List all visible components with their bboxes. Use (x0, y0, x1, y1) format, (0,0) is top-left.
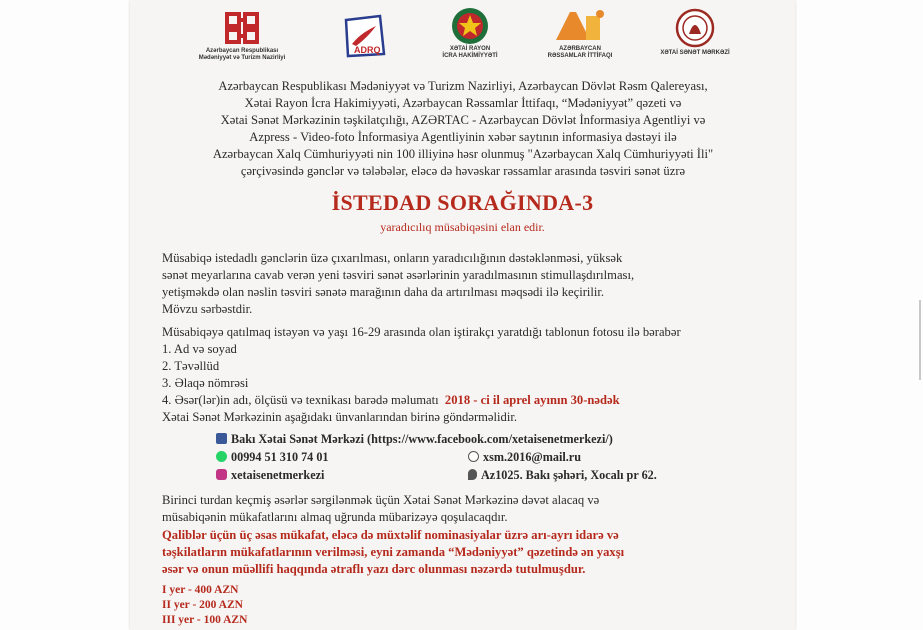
requirement-item: 1. Ad və soyad (162, 342, 237, 356)
facebook-text: Bakı Xətai Sənət Mərkəzi (https://www.facebook.com/xetaisenetmerkezi/) (231, 432, 613, 446)
first-round-line: Birinci turdan keçmiş əsərlər sərgilənmək üçün Xətai Sənət Mərkəzinə dəvət alacaq və (162, 493, 600, 507)
requirement-item-4-text: 4. Əsər(lər)in adı, ölçüsü və texnikası barədə məlumatı (162, 393, 439, 407)
contest-subtitle: yaradıcılıq müsabiqəsini elan edir. (380, 220, 545, 234)
requirements-final: Xətai Sənət Mərkəzinin aşağıdakı ünvanlarından birinə göndərməlidir. (162, 410, 517, 424)
address-text: Az1025. Bakı şəhəri, Xocalı pr 62. (481, 468, 657, 482)
deadline: 2018 - ci il aprel ayının 30-nədək (444, 393, 620, 407)
contest-title: İSTEDAD SORAĞINDA-3 (331, 190, 594, 215)
whatsapp-contact[interactable] (216, 450, 329, 465)
awards-line: Qaliblər üçün üç əsas mükafat, eləcə də müxtəlif nominasiyalar üzrə arı-ayrı idarə və (162, 528, 619, 542)
facebook-contact[interactable] (216, 432, 613, 447)
instagram-icon (216, 469, 227, 480)
intro-line: Azpress - Video-foto İnformasiya Agentliyinin xəbər saytının informasiya dəstəyi ilə (249, 130, 677, 144)
requirements-lead: Müsabiqəyə qatılmaq istəyən və yaşı 16-29 arasında olan iştirakçı yaratdığı tablonun fotosu ilə bərabər (162, 325, 681, 339)
purpose-paragraph (162, 250, 762, 318)
prize-item: II yer - 200 AZN (162, 599, 243, 611)
ministry-caption-2: Mədəniyyət və Turizm Nazirliyi (198, 55, 286, 61)
ressamlar-caption-2: RƏSSAMLAR İTTİFAQI (547, 53, 613, 59)
ressamlar-caption-1: AZƏRBAYCAN (559, 46, 601, 52)
left-margin (0, 0, 130, 630)
email-contact[interactable] (468, 450, 581, 465)
right-margin (795, 0, 923, 630)
xetai-senet-logo (655, 6, 735, 57)
purpose-line: Müsabiqə istedadlı gənclərin üzə çıxarılması, onların yaradıcılığının dəstəklənməsi, yüksək (162, 251, 623, 265)
intro-line: çərçivəsində gənclər və tələbələr, eləcə də həvəskar rəssamlar arasında təsviri sənət üzrə (240, 164, 686, 178)
instagram-text: xetaisenetmerkezi (231, 468, 325, 482)
xetai-rayon-caption-1: XƏTAİ RAYON (449, 46, 491, 52)
whatsapp-icon (216, 451, 227, 462)
state-emblem-icon (450, 6, 490, 46)
intro-line: Xətai Sənət Mərkəzinin təşkilatçılığı, AZƏRTAC - Azərbaycan Dövlət İnformasiya Agentliyi və (220, 113, 706, 127)
location-pin-icon (468, 469, 477, 480)
requirement-item-4 (162, 392, 762, 409)
purpose-line: sənət meyarlarına cavab verən yeni təsviri sənət əsərlərinin yaradılmasının stimullaşdırılması, (162, 268, 635, 282)
intro-line: Azərbaycan Xalq Cümhuriyyəti nin 100 illiyinə həsr olunmuş "Azərbaycan Xalq Cümhuriyyəti İli" (212, 147, 714, 161)
xetai-rayon-caption-2: İCRA HAKİMİYYƏTİ (442, 53, 498, 59)
xetai-senet-caption: XƏTAİ SƏNƏT MƏRKƏZİ (660, 50, 730, 56)
intro-line: Azərbaycan Respublikası Mədəniyyət və Turizm Nazirliyi, Azərbaycan Dövlət Rəsm Qalereyası, (218, 79, 708, 93)
facebook-icon (216, 433, 227, 444)
intro-line: Xətai Rayon İcra Hakimiyyəti, Azərbaycan Rəssamlar İttifaqı, “Mədəniyyət” qəzeti və (244, 96, 682, 110)
ressamlar-logo (535, 6, 625, 60)
awards-line: əsər və onun müəllifi haqqında ətraflı yazı dərc olunması nəzərdə tutulmuşdur. (162, 562, 586, 576)
ministry-caption-1: Azərbaycan Respublikası (205, 48, 279, 54)
purpose-line: yetişməkdə olan nəslin təsviri sənətə marağının daha da artırılması məqsədi ilə keçirilir. (162, 285, 605, 299)
ministry-logo (192, 6, 292, 62)
edge-line (919, 300, 921, 380)
adrq-logo (330, 14, 400, 58)
announcement-sheet (130, 0, 795, 630)
requirement-item: 3. Əlaqə nömrəsi (162, 376, 249, 390)
awards-line: təşkilatların mükafatlarının verilməsi, eyni zamanda “Mədəniyyət” qəzetində ən yaxşı (162, 545, 625, 559)
adrq-emblem-icon (342, 14, 388, 58)
logo-row (130, 6, 795, 76)
xetai-rayon-logo (430, 6, 510, 60)
requirement-item: 2. Təvəllüd (162, 359, 220, 373)
first-round-line: müsabiqənin mükafatlarını almaq uğrunda mübarizəyə qoşulacaqdır. (162, 510, 508, 524)
instagram-contact[interactable] (216, 468, 324, 483)
prizes-list (162, 583, 247, 628)
email-icon (468, 451, 479, 462)
purpose-line: Mövzu sərbəstdir. (162, 302, 253, 316)
awards-paragraph (162, 527, 764, 578)
email-text: xsm.2016@mail.ru (483, 450, 581, 464)
adrq-caption: ADRQ (354, 45, 381, 55)
whatsapp-text: 00994 51 310 74 01 (231, 450, 329, 464)
intro-paragraph (162, 78, 764, 180)
ministry-emblem-icon (217, 6, 267, 48)
prize-item: III yer - 100 AZN (162, 614, 248, 626)
xetai-senet-emblem-icon (675, 6, 715, 50)
ressamlar-emblem-icon (550, 6, 610, 46)
address-contact (468, 468, 657, 483)
requirements-section (162, 324, 762, 426)
prize-item: I yer - 400 AZN (162, 584, 239, 596)
first-round-paragraph (162, 492, 762, 526)
